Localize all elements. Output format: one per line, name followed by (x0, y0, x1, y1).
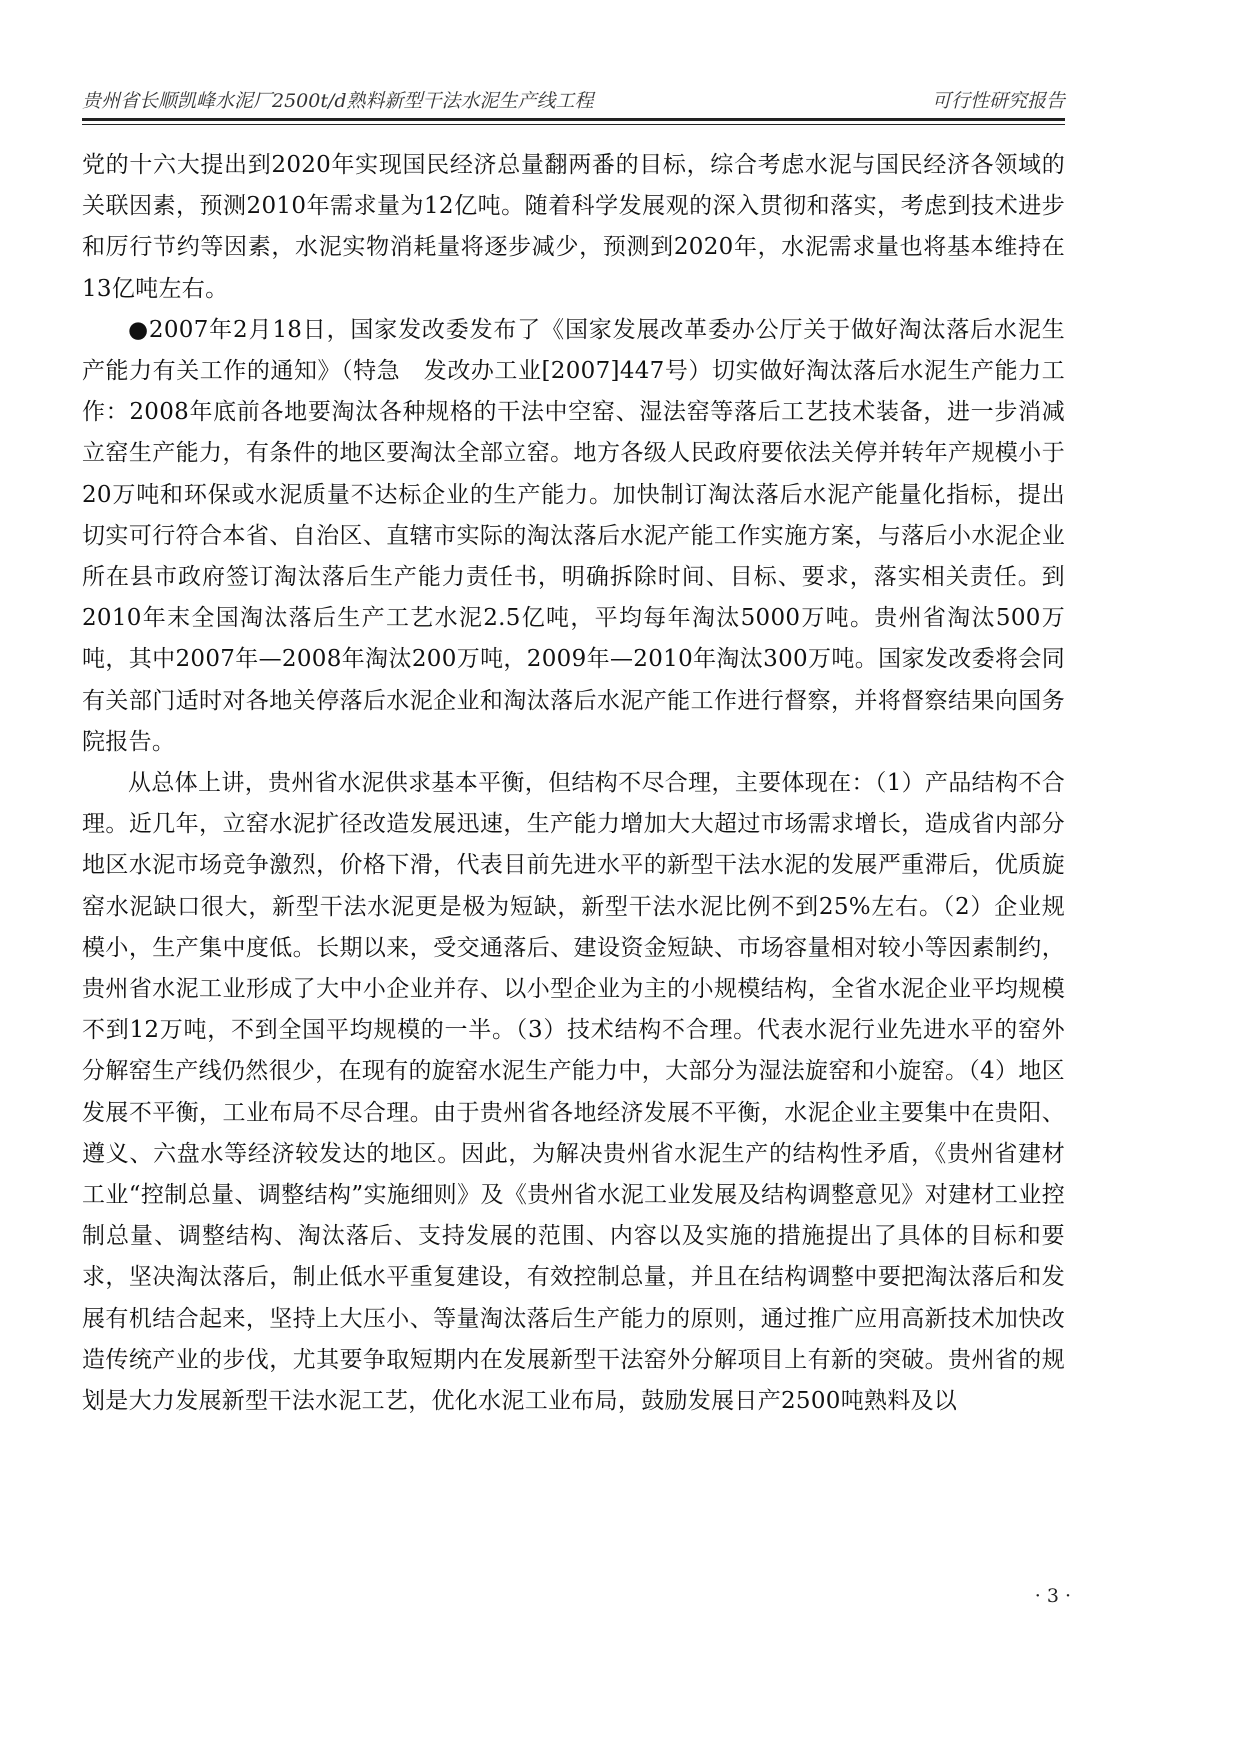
header-document-title: 贵州省长顺凯峰水泥厂2500t/d熟料新型干法水泥生产线工程 (82, 90, 594, 112)
paragraph-continuation: 党的十六大提出到2020年实现国民经济总量翻两番的目标，综合考虑水泥与国民经济各领域的关联因素，预测2010年需求量为12亿吨。随着科学发展观的深入贯彻和落实，考虑到技术进步和厉行节约等因素，水泥实物消耗量将逐步减少，预测到2020年，水泥需求量也将基本维持在13亿吨左右。 (82, 152, 1065, 302)
page-number: · 3 · (1034, 1585, 1071, 1607)
body-text (82, 145, 1065, 1422)
header-rule-thin (82, 124, 1065, 125)
header-report-type: 可行性研究报告 (931, 90, 1065, 112)
paragraph-supply-demand: 从总体上讲，贵州省水泥供求基本平衡，但结构不尽合理，主要体现在：（1）产品结构不合理。近几年，立窑水泥扩径改造发展迅速，生产能力增加大大超过市场需求增长，造成省内部分地区水泥市场竞争激烈，价格下滑，代表目前先进水平的新型干法水泥的发展严重滞后，优质旋窑水泥缺口很大，新型干法水泥更是极为短缺，新型干法水泥比例不到25%左右。（2）企业规模小，生产集中度低。长期以来，受交通落后、建设资金短缺、市场容量相对较小等因素制约，贵州省水泥工业形成了大中小企业并存、以小型企业为主的小规模结构，全省水泥企业平均规模不到12万吨，不到全国平均规模的一半。（3）技术结构不合理。代表水泥行业先进水平的窑外分解窑生产线仍然很少，在现有的旋窑水泥生产能力中，大部分为湿法旋窑和小旋窑。（4）地区发展不平衡，工业布局不尽合理。由于贵州省各地经济发展不平衡，水泥企业主要集中在贵阳、遵义、六盘水等经济较发达的地区。因此，为解决贵州省水泥生产的结构性矛盾，《贵州省建材工业“控制总量、调整结构”实施细则》及《贵州省水泥工业发展及结构调整意见》对建材工业控制总量、调整结构、淘汰落后、支持发展的范围、内容以及实施的措施提出了具体的目标和要求，坚决淘汰落后，制止低水平重复建设，有效控制总量，并且在结构调整中要把淘汰落后和发展有机结合起来，坚持上大压小、等量淘汰落后生产能力的原则，通过推广应用高新技术加快改造传统产业的步伐，尤其要争取短期内在发展新型干法窑外分解项目上有新的突破。贵州省的规划是大力发展新型干法水泥工艺，优化水泥工业布局，鼓励发展日产2500吨熟料及以 (82, 770, 1065, 1415)
page-header (82, 86, 1065, 116)
header-rule-thick (82, 118, 1065, 121)
paragraph-policy-notice: ●2007年2月18日，国家发改委发布了《国家发展改革委办公厅关于做好淘汰落后水泥生产能力有关工作的通知》（特急 发改办工业[2007]447号）切实做好淘汰落后水泥生产能力工作：2008年底前各地要淘汰各种规格的干法中空窑、湿法窑等落后工艺技术装备，进一步消减立窑生产能力，有条件的地区要淘汰全部立窑。地方各级人民政府要依法关停并转年产规模小于20万吨和环保或水泥质量不达标企业的生产能力。加快制订淘汰落后水泥产能量化指标，提出切实可行符合本省、自治区、直辖市实际的淘汰落后水泥产能工作实施方案，与落后小水泥企业所在县市政府签订淘汰落后生产能力责任书，明确拆除时间、目标、要求，落实相关责任。到2010年末全国淘汰落后生产工艺水泥2.5亿吨，平均每年淘汰5000万吨。贵州省淘汰500万吨，其中2007年—2008年淘汰200万吨，2009年—2010年淘汰300万吨。国家发改委将会同有关部门适时对各地关停落后水泥企业和淘汰落后水泥产能工作进行督察，并将督察结果向国务院报告。 (82, 316, 1065, 755)
